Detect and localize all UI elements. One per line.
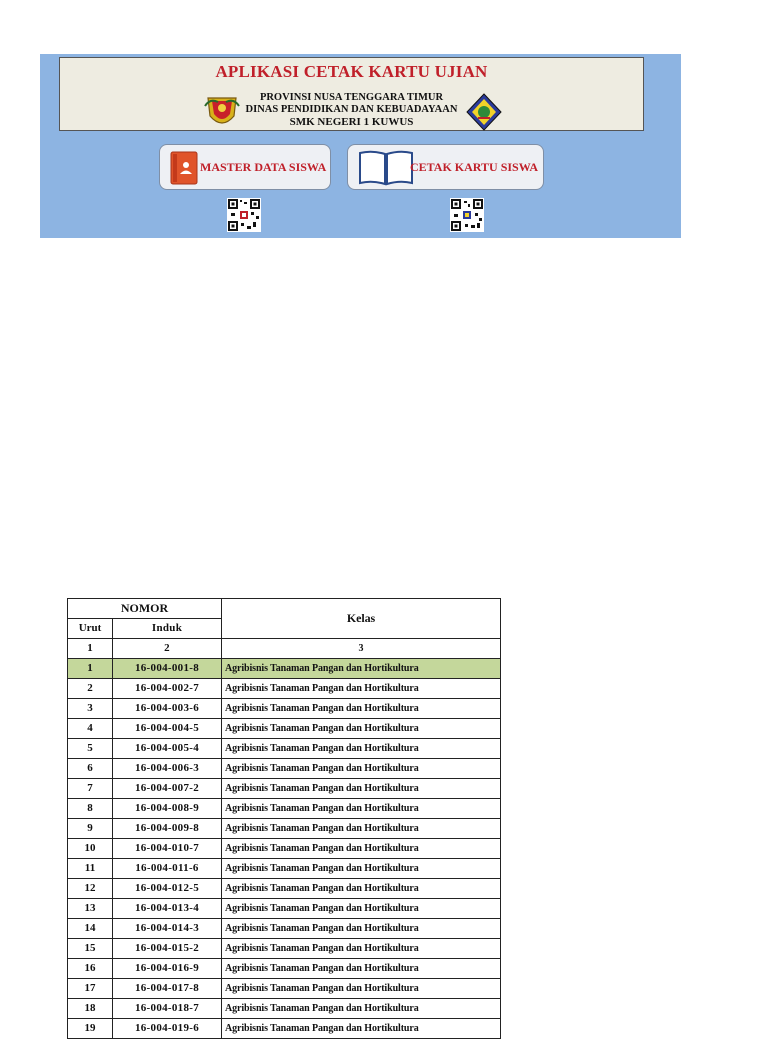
induk-cell: 16-004-007-2 (113, 779, 222, 799)
table-row[interactable] (68, 699, 501, 719)
qr-code-icon[interactable] (450, 198, 484, 232)
urut-cell: 2 (68, 679, 113, 699)
table-row[interactable] (68, 859, 501, 879)
induk-number: 2 (113, 639, 222, 659)
induk-cell: 16-004-009-8 (113, 819, 222, 839)
induk-cell: 16-004-019-6 (113, 1019, 222, 1039)
urut-cell: 7 (68, 779, 113, 799)
kelas-cell: Agribisnis Tanaman Pangan dan Hortikultura (222, 659, 501, 679)
regency-emblem-icon (464, 92, 504, 132)
kelas-cell: Agribisnis Tanaman Pangan dan Hortikultura (222, 739, 501, 759)
induk-cell: 16-004-015-2 (113, 939, 222, 959)
table-row[interactable] (68, 999, 501, 1019)
qr-code-icon[interactable] (227, 198, 261, 232)
urut-cell: 12 (68, 879, 113, 899)
kelas-cell: Agribisnis Tanaman Pangan dan Hortikultura (222, 859, 501, 879)
open-book-icon (358, 149, 414, 187)
kelas-cell: Agribisnis Tanaman Pangan dan Hortikultura (222, 839, 501, 859)
kelas-cell: Agribisnis Tanaman Pangan dan Hortikultura (222, 939, 501, 959)
table-row[interactable] (68, 739, 501, 759)
kelas-cell: Agribisnis Tanaman Pangan dan Hortikultura (222, 919, 501, 939)
induk-cell: 16-004-018-7 (113, 999, 222, 1019)
urut-header: Urut (68, 619, 113, 639)
urut-cell: 13 (68, 899, 113, 919)
master-data-siswa-button[interactable] (159, 144, 331, 190)
induk-cell: 16-004-006-3 (113, 759, 222, 779)
table-row[interactable] (68, 919, 501, 939)
cetak-button-label: CETAK KARTU SISWA (410, 160, 539, 174)
urut-cell: 10 (68, 839, 113, 859)
kelas-cell: Agribisnis Tanaman Pangan dan Hortikultura (222, 759, 501, 779)
table-row[interactable] (68, 819, 501, 839)
kelas-cell: Agribisnis Tanaman Pangan dan Hortikultura (222, 699, 501, 719)
kelas-cell: Agribisnis Tanaman Pangan dan Hortikultura (222, 819, 501, 839)
kelas-cell: Agribisnis Tanaman Pangan dan Hortikultura (222, 719, 501, 739)
induk-cell: 16-004-017-8 (113, 979, 222, 999)
induk-cell: 16-004-014-3 (113, 919, 222, 939)
kelas-number: 3 (222, 639, 501, 659)
induk-cell: 16-004-012-5 (113, 879, 222, 899)
urut-cell: 8 (68, 799, 113, 819)
table-row[interactable] (68, 659, 501, 679)
school-label: SMK NEGERI 1 KUWUS (289, 116, 414, 128)
induk-cell: 16-004-005-4 (113, 739, 222, 759)
header-panel (40, 54, 681, 238)
nomor-header: NOMOR (68, 599, 222, 619)
urut-cell: 17 (68, 979, 113, 999)
table-row[interactable] (68, 679, 501, 699)
cetak-kartu-siswa-button[interactable] (347, 144, 544, 190)
title-box (59, 57, 644, 131)
urut-cell: 4 (68, 719, 113, 739)
urut-cell: 15 (68, 939, 113, 959)
induk-header: Induk (113, 619, 222, 639)
column-number-row (68, 639, 501, 659)
province-label: PROVINSI NUSA TENGGARA TIMUR (259, 92, 444, 103)
kelas-cell: Agribisnis Tanaman Pangan dan Hortikultura (222, 999, 501, 1019)
kelas-cell: Agribisnis Tanaman Pangan dan Hortikultura (222, 899, 501, 919)
induk-cell: 16-004-013-4 (113, 899, 222, 919)
kelas-header: Kelas (222, 599, 501, 639)
table-row[interactable] (68, 839, 501, 859)
urut-cell: 11 (68, 859, 113, 879)
kelas-cell: Agribisnis Tanaman Pangan dan Hortikultura (222, 799, 501, 819)
induk-cell: 16-004-004-5 (113, 719, 222, 739)
table-row[interactable] (68, 899, 501, 919)
app-title: APLIKASI CETAK KARTU UJIAN (215, 62, 488, 81)
induk-cell: 16-004-002-7 (113, 679, 222, 699)
induk-cell: 16-004-011-6 (113, 859, 222, 879)
kelas-cell: Agribisnis Tanaman Pangan dan Hortikultura (222, 1019, 501, 1039)
urut-cell: 19 (68, 1019, 113, 1039)
kelas-cell: Agribisnis Tanaman Pangan dan Hortikultura (222, 979, 501, 999)
urut-cell: 6 (68, 759, 113, 779)
induk-cell: 16-004-003-6 (113, 699, 222, 719)
induk-cell: 16-004-008-9 (113, 799, 222, 819)
urut-cell: 3 (68, 699, 113, 719)
urut-cell: 14 (68, 919, 113, 939)
table-row[interactable] (68, 879, 501, 899)
table-header-row (68, 599, 501, 619)
table-row[interactable] (68, 959, 501, 979)
kelas-cell: Agribisnis Tanaman Pangan dan Hortikultura (222, 679, 501, 699)
urut-cell: 9 (68, 819, 113, 839)
urut-cell: 16 (68, 959, 113, 979)
kelas-cell: Agribisnis Tanaman Pangan dan Hortikultura (222, 779, 501, 799)
contact-book-icon (170, 151, 200, 185)
induk-cell: 16-004-010-7 (113, 839, 222, 859)
urut-cell: 18 (68, 999, 113, 1019)
table-row[interactable] (68, 799, 501, 819)
urut-cell: 1 (68, 659, 113, 679)
table-row[interactable] (68, 1019, 501, 1039)
student-table (67, 598, 501, 1039)
table-row[interactable] (68, 759, 501, 779)
master-button-label: MASTER DATA SISWA (200, 160, 327, 174)
table-row[interactable] (68, 779, 501, 799)
department-label: DINAS PENDIDIKAN DAN KEBUADAYAAN (245, 104, 458, 115)
table-row[interactable] (68, 979, 501, 999)
table-row[interactable] (68, 719, 501, 739)
urut-cell: 5 (68, 739, 113, 759)
kelas-cell: Agribisnis Tanaman Pangan dan Hortikultura (222, 959, 501, 979)
urut-number: 1 (68, 639, 113, 659)
province-emblem-icon (204, 92, 240, 130)
induk-cell: 16-004-016-9 (113, 959, 222, 979)
table-row[interactable] (68, 939, 501, 959)
kelas-cell: Agribisnis Tanaman Pangan dan Hortikultura (222, 879, 501, 899)
induk-cell: 16-004-001-8 (113, 659, 222, 679)
